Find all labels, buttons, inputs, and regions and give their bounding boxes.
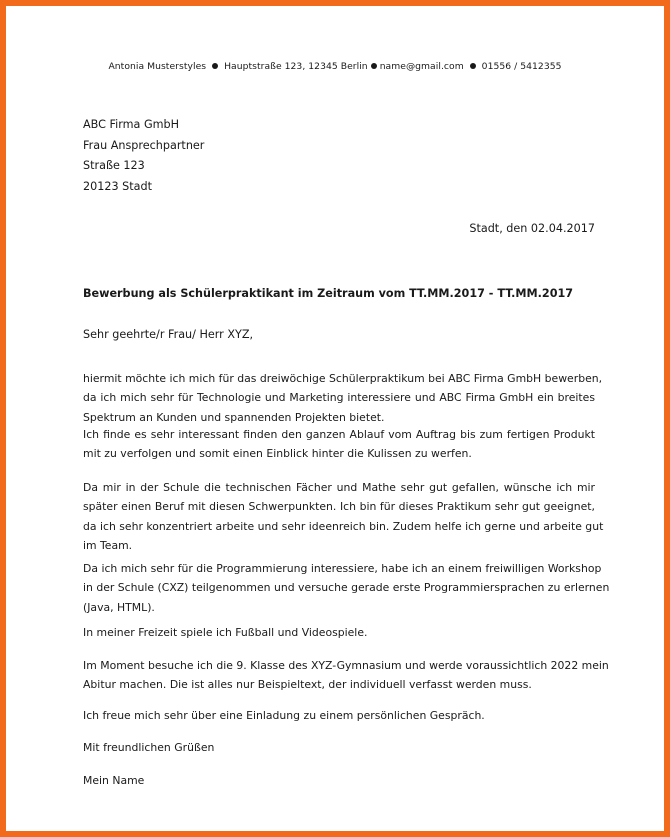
paragraph-line: (Java, HTML).	[83, 600, 155, 614]
paragraph-programming	[83, 559, 610, 617]
closing-phrase: Mit freundlichen Grüßen	[83, 741, 215, 754]
bullet-dot-icon	[212, 63, 218, 69]
paragraph-current-school	[83, 656, 609, 695]
paragraph-line: Da mir in der Schule die technischen Fächer und Mathe sehr gut gefallen, wünsche ich mir	[83, 481, 595, 494]
sender-letterhead	[6, 61, 664, 72]
paragraph-invitation	[83, 706, 595, 725]
paragraph-line: Abitur machen. Die ist alles nur Beispieltext, der individuell verfasst werden muss.	[83, 678, 532, 692]
paragraph-hobbies	[83, 623, 595, 642]
paragraph-line: im Team.	[83, 539, 133, 553]
recipient-street: Straße 123	[83, 159, 145, 172]
paragraph-line: Im Moment besuche ich die 9. Klasse des XYZ-Gymnasium und werde voraussichtlich 2022 mein	[83, 659, 609, 672]
recipient-contact: Frau Ansprechpartner	[83, 138, 205, 152]
paragraph-interest	[83, 425, 595, 464]
paragraph-line: hiermit möchte ich mich für das dreiwöchige Schülerpraktikum bei ABC Firma GmbH bewerben,	[83, 372, 603, 385]
paragraph-school	[83, 478, 604, 556]
paragraph-line: In meiner Freizeit spiele ich Fußball und Videospiele.	[83, 626, 368, 639]
paragraph-intro	[83, 369, 603, 427]
letter-date: Stadt, den 02.04.2017	[469, 222, 595, 235]
paragraph-line: in der Schule (CXZ) teilgenommen und versuche gerade erste Programmiersprachen zu erlernen	[83, 581, 610, 595]
paragraph-line: mit zu verfolgen und somit einen Einblick hinter die Kulissen zu werfen.	[83, 447, 472, 461]
paragraph-line: später einen Beruf mit diesen Schwerpunkten. Ich bin für dieses Praktikum sehr gut geeignet,	[83, 500, 595, 514]
signature-name: Mein Name	[83, 774, 145, 787]
paragraph-line: da ich sehr konzentriert arbeite und sehr ideenreich bin. Zudem helfe ich gerne und arbeite gut	[83, 519, 604, 533]
sender-phone: 01556 / 5412355	[481, 61, 562, 72]
sender-name: Antonia Musterstyles	[108, 61, 207, 72]
subject-line: Bewerbung als Schülerpraktikant im Zeitraum vom TT.MM.2017 - TT.MM.2017	[83, 287, 574, 300]
paragraph-line: Ich finde es sehr interessant finden den ganzen Ablauf vom Auftrag bis zum fertigen Produkt	[83, 428, 595, 441]
recipient-company: ABC Firma GmbH	[83, 118, 180, 131]
paragraph-line: da ich mich sehr für Technologie und Marketing interessiere und ABC Firma GmbH ein breites	[83, 391, 595, 405]
bullet-dot-icon	[470, 63, 476, 69]
salutation: Sehr geehrte/r Frau/ Herr XYZ,	[83, 328, 254, 341]
paragraph-line: Ich freue mich sehr über eine Einladung zu einem persönlichen Gespräch.	[83, 709, 485, 722]
paragraph-line: Spektrum an Kunden und spannenden Projekten bietet.	[83, 410, 385, 424]
recipient-city: 20123 Stadt	[83, 179, 152, 193]
recipient-address-block	[83, 115, 204, 197]
paragraph-line: Da ich mich sehr für die Programmierung interessiere, habe ich an einem freiwilligen Workshop	[83, 562, 602, 575]
sender-address: Hauptstraße 123, 12345 Berlin	[224, 61, 368, 72]
sender-email: name@gmail.com	[379, 61, 464, 72]
bullet-dot-icon	[371, 63, 377, 69]
